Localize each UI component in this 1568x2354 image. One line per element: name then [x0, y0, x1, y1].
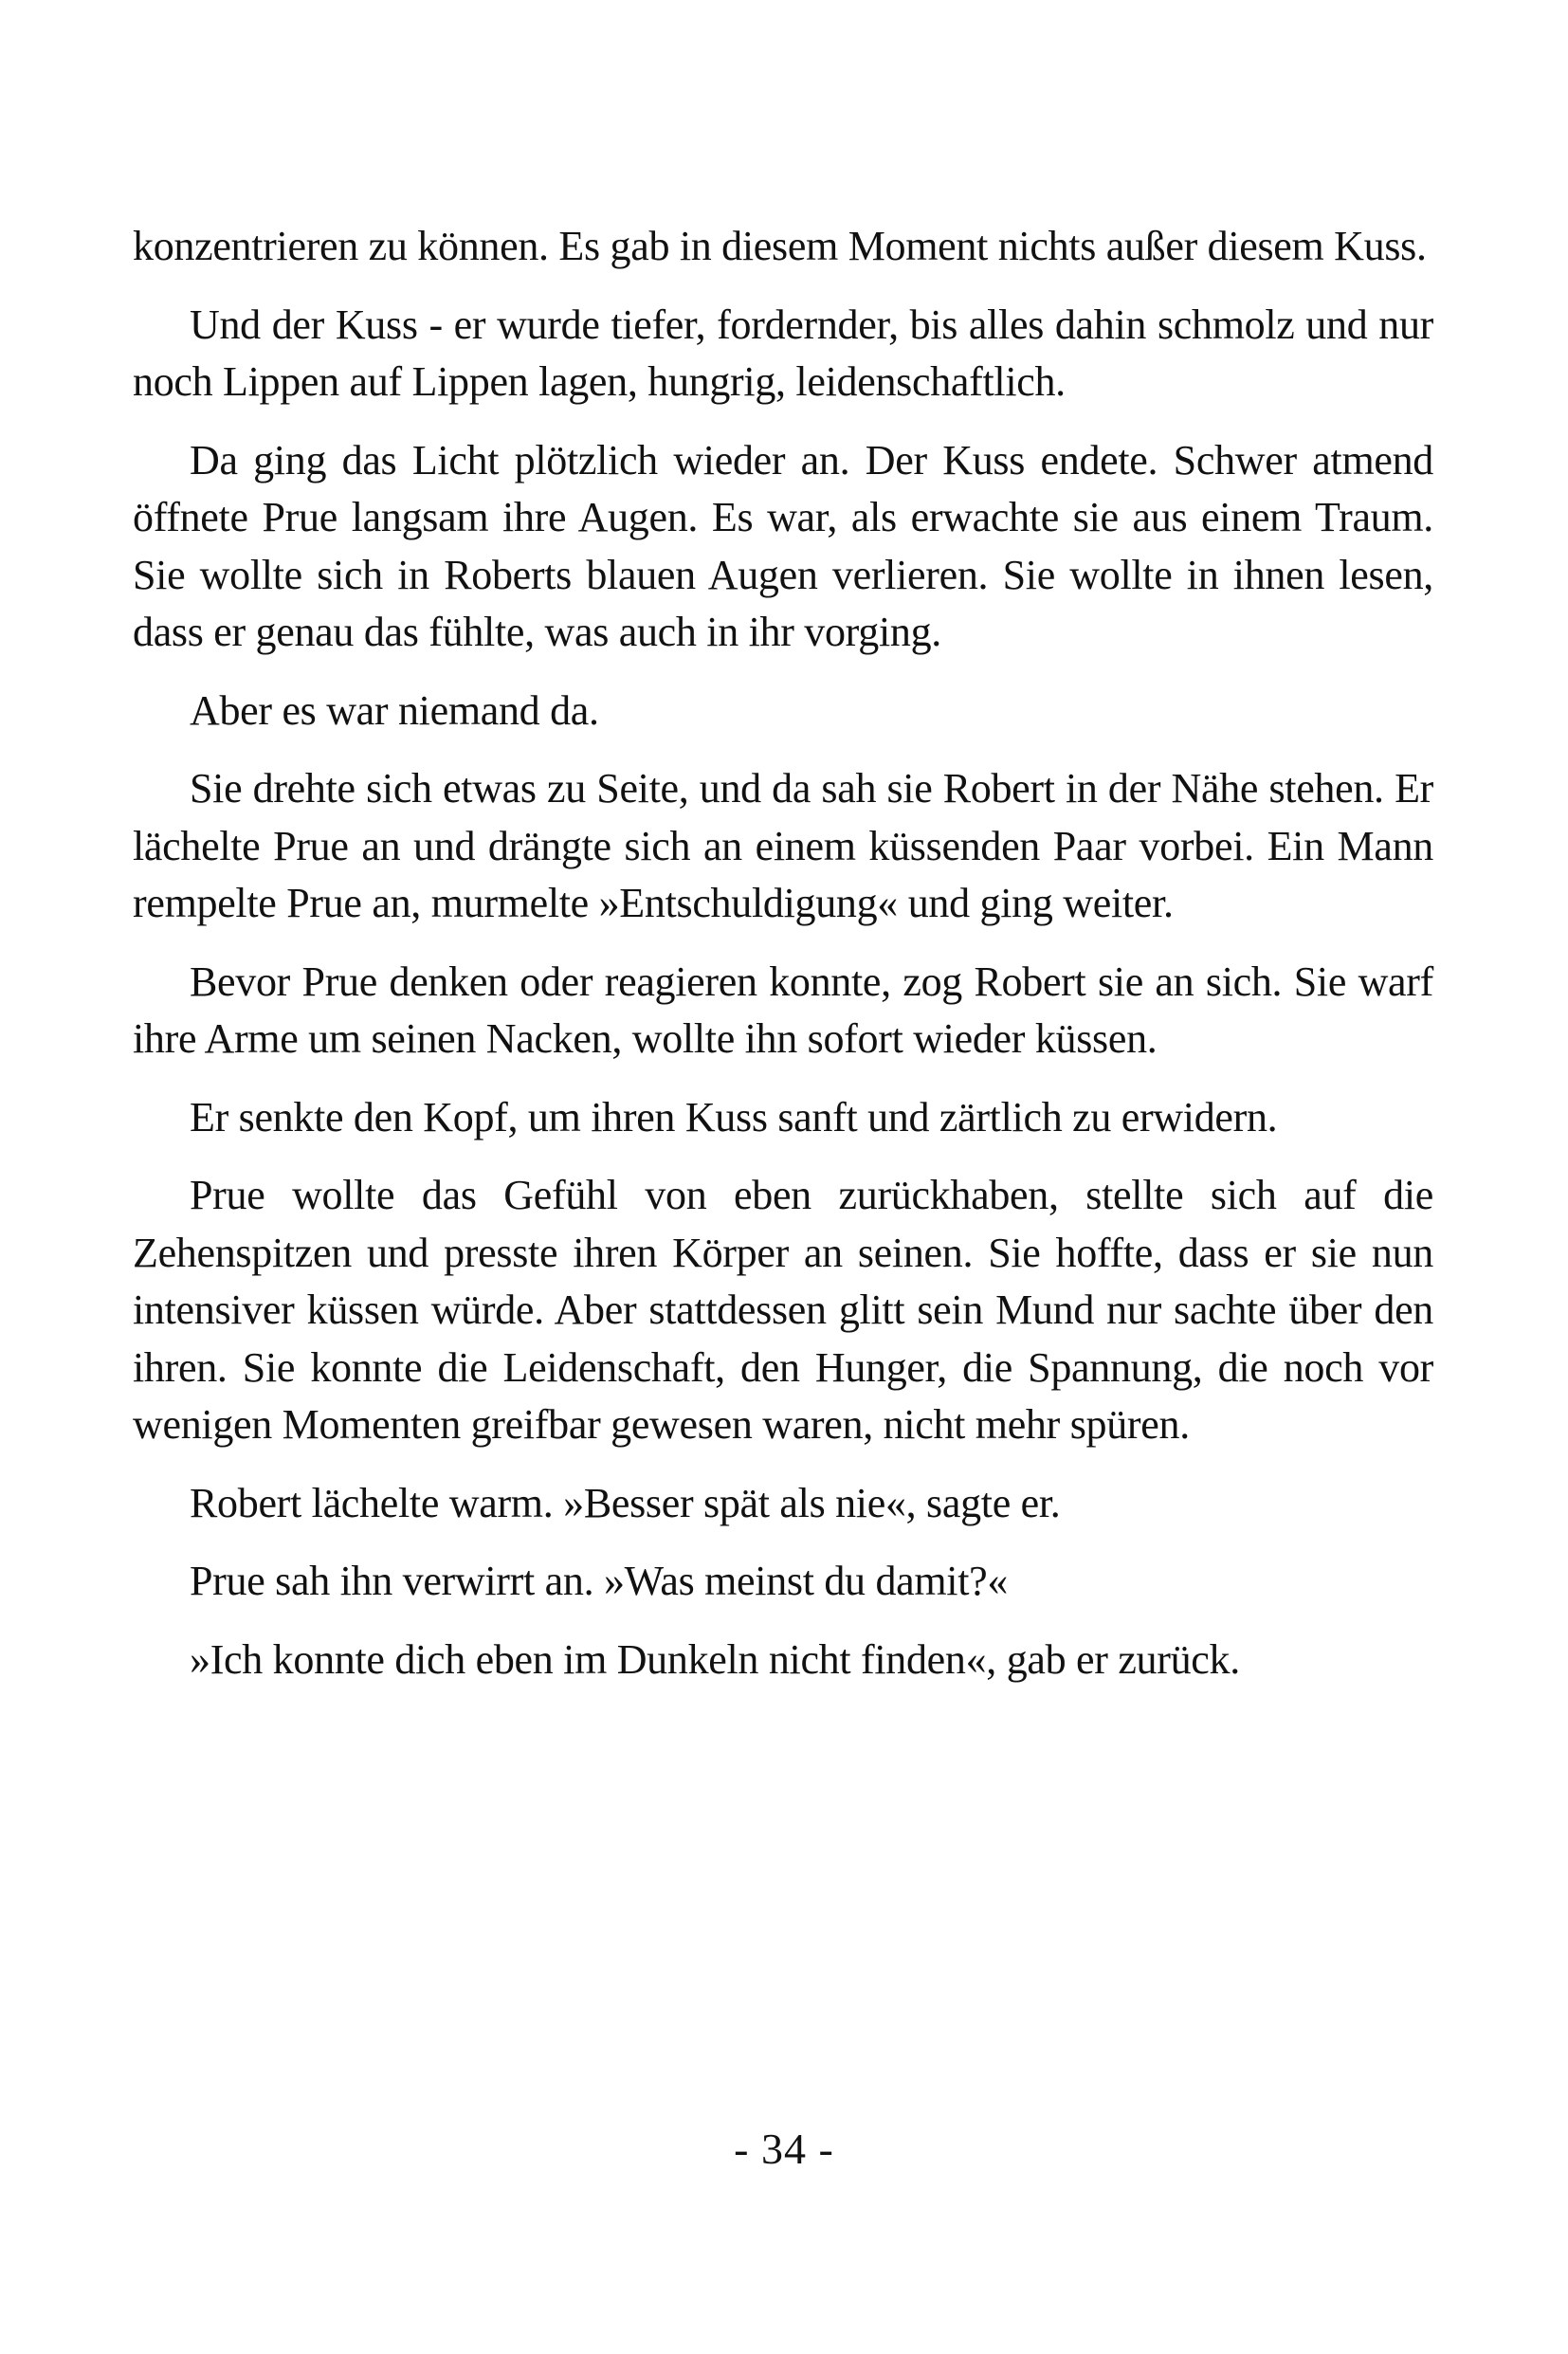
paragraph: Robert lächelte warm. »Besser spät als nie«, sagte er.: [190, 1479, 1061, 1526]
body-text: [133, 218, 1433, 1709]
paragraph: Sie drehte sich etwas zu Seite, und da sah sie Robert in der Nähe stehen. Er lächelte Prue an und drängte sich an einem küssenden Paar vorbei. Ein Mann rempelte Prue an, murmelte »Entschuldigung« und ging weiter.: [133, 765, 1433, 926]
paragraph: Er senkte den Kopf, um ihren Kuss sanft und zärtlich zu erwidern.: [190, 1093, 1278, 1141]
paragraph: Bevor Prue denken oder reagieren konnte, zog Robert sie an sich. Sie warf ihre Arme um seinen Nacken, wollte ihn sofort wieder küssen.: [133, 958, 1433, 1062]
paragraph: Prue wollte das Gefühl von eben zurückhaben, stellte sich auf die Zehenspitzen und presste ihren Körper an seinen. Sie hoffte, dass er sie nun intensiver küssen würde. Aber stattdessen glitt sein Mund nur sachte über den ihren. Sie konnte die Leidenschaft, den Hunger, die Spannung, die noch vor wenigen Momenten greifbar gewesen waren, nicht mehr spüren.: [133, 1172, 1433, 1448]
paragraph: konzentrieren zu können. Es gab in diesem Moment nichts außer diesem Kuss.: [133, 223, 1427, 269]
paragraph: »Ich konnte dich eben im Dunkeln nicht finden«, gab er zurück.: [190, 1635, 1240, 1683]
page-number: - 34 -: [734, 2125, 834, 2173]
paragraph: Prue sah ihn verwirrt an. »Was meinst du damit?«: [190, 1558, 1009, 1604]
paragraph: Da ging das Licht plötzlich wieder an. Der Kuss endete. Schwer atmend öffnete Prue langsam ihre Augen. Es war, als erwachte sie aus einem Traum. Sie wollte sich in Roberts blauen Augen verlieren. Sie wollte in ihnen lesen, dass er genau das fühlte, was auch in ihr vorging.: [133, 436, 1433, 655]
paragraph: Und der Kuss - er wurde tiefer, fordernder, bis alles dahin schmolz und nur noch Lippen auf Lippen lagen, hungrig, leidenschaftlich.: [133, 301, 1433, 405]
paragraph: Aber es war niemand da.: [190, 686, 599, 734]
